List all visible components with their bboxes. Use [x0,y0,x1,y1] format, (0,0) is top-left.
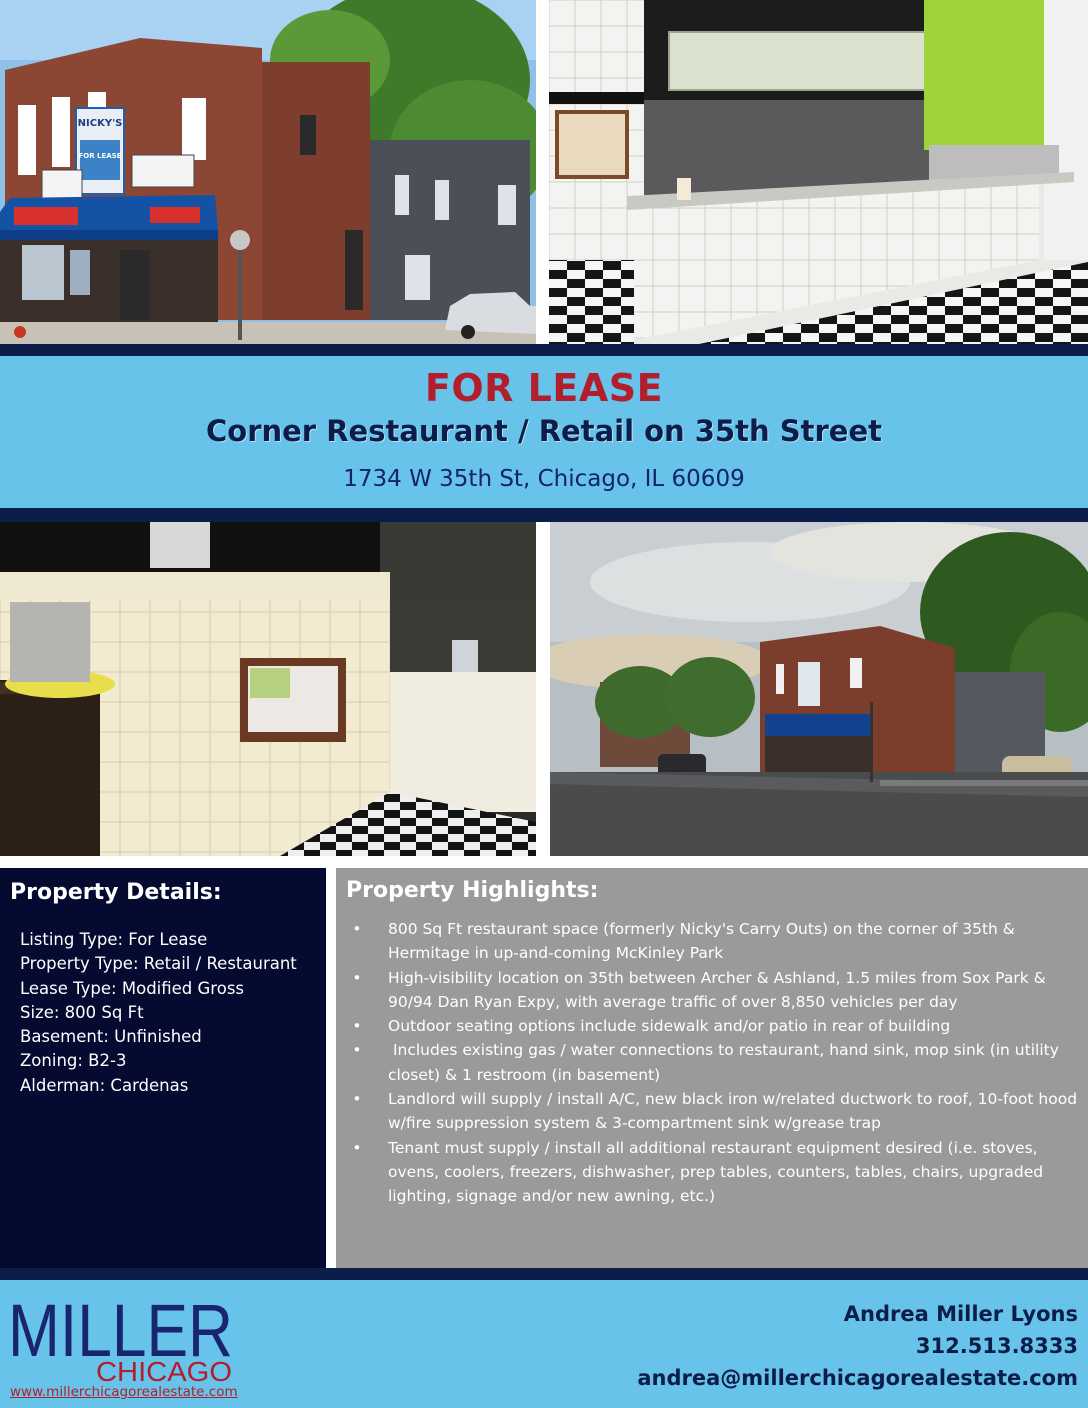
footer [0,1280,1088,1408]
logo-chicago-text: CHICAGO [96,1356,232,1384]
contact-name: Andrea Miller Lyons [843,1302,1078,1326]
photo-street-view [550,522,1088,856]
contact-email[interactable]: andrea@millerchicagorealestate.com [637,1366,1078,1390]
highlight-text: Includes existing gas / water connections to restaurant, hand sink, mop sink (in utility closet) & 1 restroom (in basement) [388,1041,1064,1084]
photo-kitchen-interior [0,522,536,856]
highlight-item [350,917,1080,966]
white-gap [0,856,1088,868]
company-logo [8,1294,248,1404]
detail-listing-type: Listing Type: For Lease [20,930,208,949]
property-highlights-heading: Property Highlights: [346,878,599,903]
highlight-item [350,966,1080,1015]
property-details-panel [0,868,326,1268]
website-link[interactable]: www.millerchicagorealestate.com [10,1384,238,1400]
listing-subtitle: Corner Restaurant / Retail on 35th Street [205,414,882,448]
detail-property-type: Property Type: Retail / Restaurant [20,954,297,974]
highlight-item [350,1087,1080,1136]
property-highlights-list [350,917,1080,1209]
detail-lease-type: Lease Type: Modified Gross [20,978,245,998]
detail-basement: Basement: Unfinished [20,1027,202,1047]
storefront-lease-sign-text: FOR LEASE [78,152,122,160]
storefront-sign-text: NICKY'S [77,118,123,129]
highlight-text: High-visibility location on 35th between Archer & Ashland, 1.5 miles from Sox Park & 90/94 Dan Ryan Expy, with average traffic of over 8,850 vehicles per day [388,968,1046,1011]
bullet-icon: • [352,1041,362,1060]
detail-size: Size: 800 Sq Ft [20,1002,144,1022]
highlight-text: 800 Sq Ft restaurant space (formerly Nicky's Carry Outs) on the corner of 35th & Hermitage in up-and-coming McKinley Park [388,920,1015,963]
highlight-item [350,1136,1080,1209]
property-details-list [20,928,297,1098]
contact-phone[interactable]: 312.513.8333 [915,1334,1078,1358]
property-highlights-panel [336,868,1088,1268]
bullet-icon: • [352,1090,362,1109]
photo-storefront-exterior [0,0,536,344]
detail-zoning: Zoning: B2-3 [20,1051,127,1071]
divider-bar-bottom [0,1268,1088,1280]
bullet-icon: • [352,1138,362,1157]
divider-bar-top [0,344,1088,356]
divider-bar-middle [0,508,1088,522]
property-address: 1734 W 35th St, Chicago, IL 60609 [343,466,745,492]
detail-alderman: Alderman: Cardenas [20,1075,189,1095]
bullet-icon: • [352,920,362,938]
listing-type-title: FOR LEASE [424,366,664,410]
property-details-heading: Property Details: [10,880,222,905]
bullet-icon: • [352,1017,362,1036]
logo-miller-text: MILLER [8,1294,233,1372]
highlight-item [350,1038,1080,1087]
highlight-item [350,1014,1080,1038]
highlight-text: Landlord will supply / install A/C, new black iron w/related ductwork to roof, 10-foot hood w/fire suppression system & 3-compartment sink w/grease trap [388,1090,1078,1133]
miller-chicago-logo [8,1294,233,1384]
bullet-icon: • [352,968,362,987]
highlight-text: Tenant must supply / install all additional restaurant equipment desired (i.e. stoves, ovens, coolers, freezers, dishwasher, prep tables, counters, tables, chairs, upgraded lighting, signage and/or new awning, etc.) [388,1138,1044,1206]
photo-interior-counter [549,0,1088,344]
title-band [0,356,1088,508]
highlight-text: Outdoor seating options include sidewalk and/or patio in rear of building [388,1017,951,1036]
